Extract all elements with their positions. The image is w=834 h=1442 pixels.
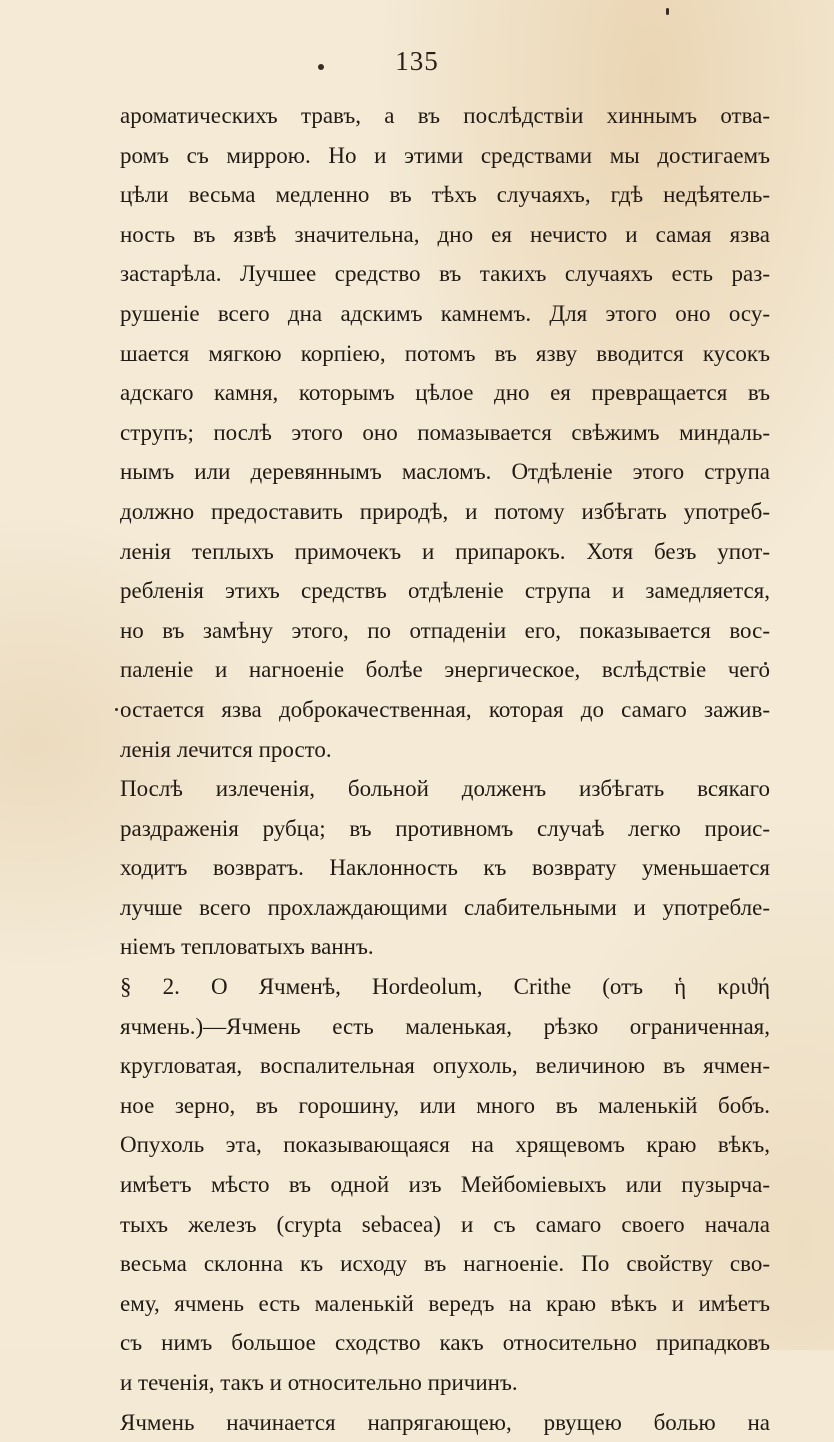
text-line: ніемъ тепловатыхъ ваннъ.: [120, 934, 374, 960]
text-line: паленіе и нагноеніе болѣе энергическое, вслѣдствіе чего: [120, 657, 770, 683]
paragraph-start-line: Ячмень начинается напрягающею, рвущею болью на: [120, 1409, 770, 1435]
text-line: ему, ячмень есть маленькій вередъ на краю вѣкъ и имѣетъ: [120, 1290, 770, 1316]
text-line: но въ замѣну этого, по отпаденіи его, показывается вос-: [120, 617, 770, 643]
text-line: съ нимъ большое сходство какъ относительно припадковъ: [120, 1330, 770, 1356]
text-line: ходитъ возвратъ. Наклонность къ возврату уменьшается: [120, 855, 770, 881]
page-number: 135: [395, 46, 439, 76]
text-line: Опухоль эта, показывающаяся на хрящевомъ краю вѣкъ,: [120, 1132, 770, 1158]
text-line: ячмень.)—Ячмень есть маленькая, рѣзко ограниченная,: [120, 1013, 770, 1039]
text-line: кругловатая, воспалительная опухоль, величиною въ ячмен-: [120, 1053, 770, 1079]
text-line: цѣли весьма медленно въ тѣхъ случаяхъ, гдѣ недѣятель-: [120, 182, 770, 208]
speck-mark: [115, 708, 118, 711]
text-line: ное зерно, въ горошину, или много въ маленькій бобъ.: [120, 1092, 770, 1118]
text-line: имѣетъ мѣсто въ одной изъ Мейбоміевыхъ или пузырча-: [120, 1172, 770, 1198]
text-line: ность въ язвѣ значительна, дно ея нечисто и самая язва: [120, 221, 770, 247]
text-line: тыхъ железъ (crypta sebacea) и съ самаго своего начала: [120, 1211, 770, 1237]
text-line: застарѣла. Лучшее средство въ такихъ случаяхъ есть раз-: [120, 261, 770, 287]
section-heading-line: § 2. О Ячменѣ, Hordeolum, Crithe (отъ ἡ κριϑή: [120, 974, 770, 1000]
text-line: и теченія, такъ и относительно причинъ.: [120, 1370, 518, 1395]
text-line: ароматическихъ травъ, а въ послѣдствіи хиннымъ отва-: [120, 103, 770, 128]
text-line: шается мягкою корпіею, потомъ въ язву вводится кусокъ: [120, 340, 770, 366]
text-line: должно предоставить природѣ, и потому избѣгать употреб-: [120, 498, 770, 524]
text-line: лучше всего прохлаждающими слабительными и употребле-: [120, 894, 770, 920]
speck-mark: [666, 8, 669, 15]
paragraph-start-line: Послѣ излеченія, больной долженъ избѣгать всякаго: [120, 776, 770, 802]
text-line: остается язва доброкачественная, которая до самаго зажив-: [120, 696, 770, 722]
text-line: ленія теплыхъ примочекъ и припарокъ. Хотя безъ упот-: [120, 538, 770, 564]
text-line: нымъ или деревяннымъ масломъ. Отдѣленіе этого струпа: [120, 459, 770, 485]
text-line: ромъ съ миррою. Но и этими средствами мы достигаемъ: [120, 142, 770, 168]
text-line: весьма склонна къ исходу въ нагноеніе. По свойству сво-: [120, 1251, 770, 1277]
text-line: ребленія этихъ средствъ отдѣленіе струпа и замедляется,: [120, 578, 770, 604]
text-line: адскаго камня, которымъ цѣлое дно ея превращается въ: [120, 380, 770, 406]
text-line: рушеніе всего дна адскимъ камнемъ. Для этого оно осу-: [120, 300, 770, 326]
body-text: [120, 96, 770, 1442]
text-line: раздраженія рубца; въ противномъ случаѣ легко проис-: [120, 815, 770, 841]
text-line: ленія лечится просто.: [120, 736, 332, 762]
text-line: струпъ; послѣ этого оно помазывается свѣжимъ миндаль-: [120, 419, 770, 445]
